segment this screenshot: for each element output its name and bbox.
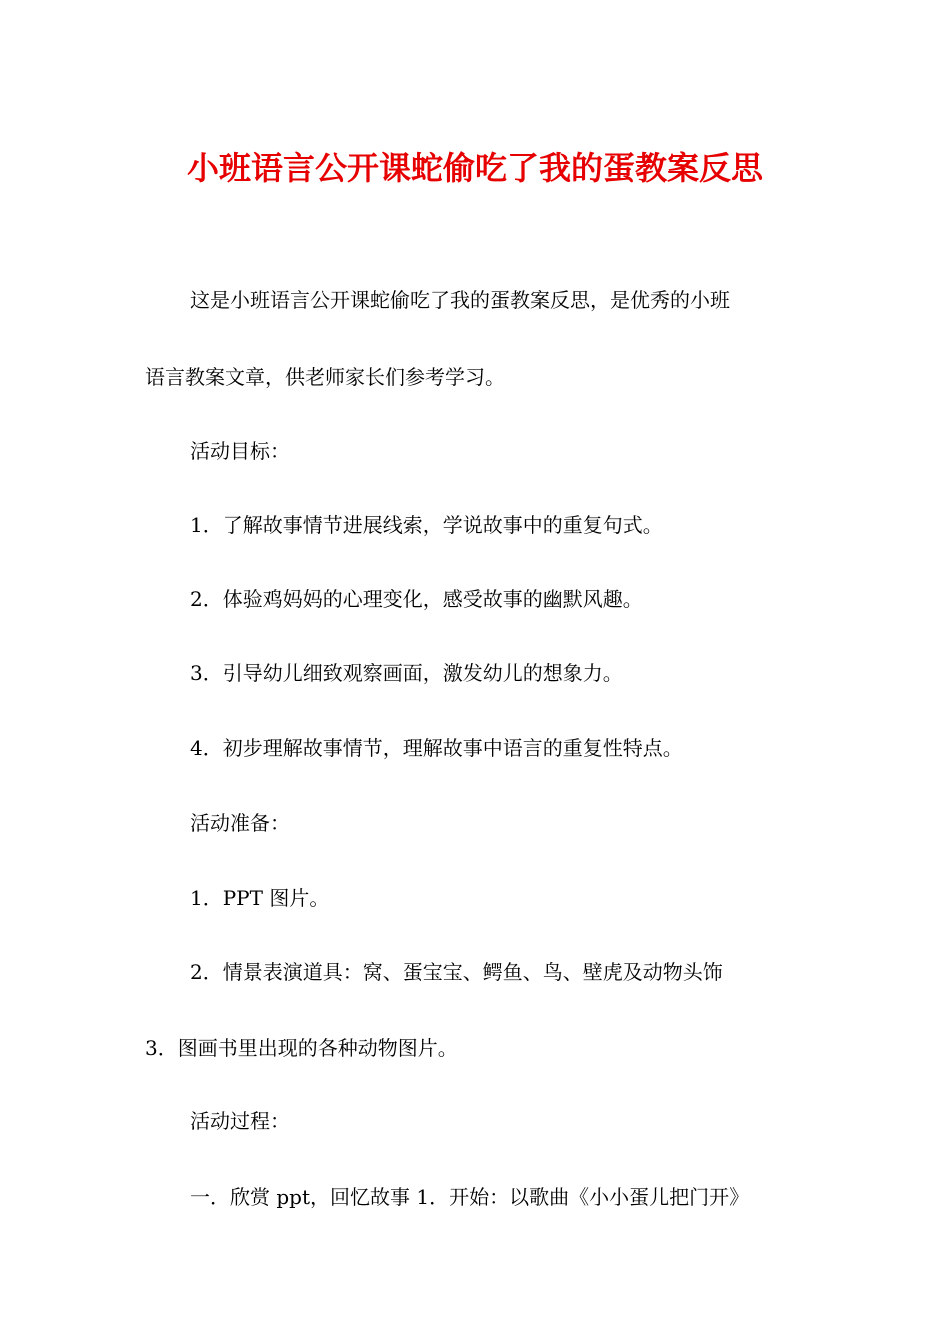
paragraph-intro-line1: 这是小班语言公开课蛇偷吃了我的蛋教案反思，是优秀的小班: [190, 288, 730, 312]
goal-item-4: 4．初步理解故事情节，理解故事中语言的重复性特点。: [190, 736, 683, 760]
goal-item-3: 3．引导幼儿细致观察画面，激发幼儿的想象力。: [190, 661, 623, 685]
paragraph-intro-line2: 语言教案文章，供老师家长们参考学习。: [145, 365, 505, 389]
document-title: 小班语言公开课蛇偷吃了我的蛋教案反思: [186, 149, 763, 187]
goal-item-1: 1．了解故事情节进展线索，学说故事中的重复句式。: [190, 513, 663, 537]
section-heading-goals: 活动目标：: [190, 439, 290, 463]
preparation-item-2: 2．情景表演道具：窝、蛋宝宝、鳄鱼、鸟、壁虎及动物头饰: [190, 960, 723, 984]
section-heading-preparation: 活动准备：: [190, 811, 290, 835]
process-item-1: 一．欣赏 ppt，回忆故事 1．开始：以歌曲《小小蛋儿把门开》: [190, 1185, 750, 1209]
section-heading-process: 活动过程：: [190, 1109, 290, 1133]
goal-item-2: 2．体验鸡妈妈的心理变化，感受故事的幽默风趣。: [190, 587, 643, 611]
preparation-item-3: 3．图画书里出现的各种动物图片。: [145, 1036, 458, 1060]
preparation-item-1: 1．PPT 图片。: [190, 886, 330, 910]
